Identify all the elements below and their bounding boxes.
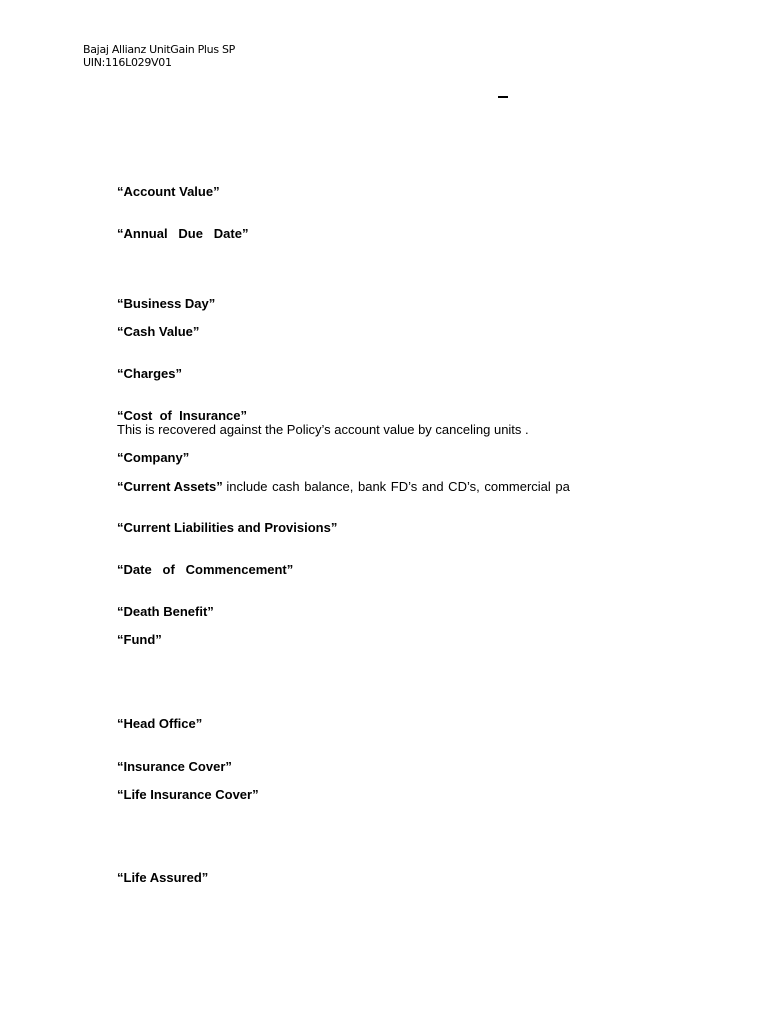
term-label: “Life Insurance Cover” [117,787,259,802]
current-assets-description: include cash balance, bank FD’s and CD’s, commercial pa [226,479,570,494]
term-label: “Life Assured” [117,870,209,885]
term-annual-due-date [117,226,248,241]
term-label: “Annual Due Date” [117,226,249,241]
term-label: “Business Day” [117,296,216,311]
term-company [117,450,189,465]
term-label: “Cash Value” [117,324,200,339]
cost-of-insurance-description: This is recovered against the Policy’s account value by canceling units . [117,422,529,437]
term-insurance-cover [117,759,232,774]
term-label: “Death Benefit” [117,604,214,619]
term-current-assets [117,479,570,494]
term-label: “Account Value” [117,184,220,199]
term-cost-of-insurance [117,408,247,423]
term-label: “Charges” [117,366,183,381]
term-label: “Insurance Cover” [117,759,232,774]
term-label: “Current Liabilities and Provisions” [117,520,338,535]
term-label: “Date of Commencement” [117,562,294,577]
term-charges [117,366,182,381]
term-label: “Company” [117,450,190,465]
term-current-liabilities [117,520,337,535]
product-name: Bajaj Allianz UnitGain Plus SP [83,43,235,56]
term-fund [117,632,162,647]
term-life-insurance-cover [117,787,259,802]
term-label: “Fund” [117,632,162,647]
uin-number: UIN:116L029V01 [83,56,172,69]
term-cash-value [117,324,199,339]
dash-mark [498,96,508,98]
term-account-value [117,184,220,199]
term-label: “Current Assets” [117,479,223,494]
term-business-day [117,296,215,311]
term-label: “Cost of Insurance” [117,408,248,423]
term-life-assured [117,870,208,885]
term-head-office [117,716,202,731]
term-label: “Head Office” [117,716,203,731]
term-date-of-commencement [117,562,293,577]
term-death-benefit [117,604,214,619]
